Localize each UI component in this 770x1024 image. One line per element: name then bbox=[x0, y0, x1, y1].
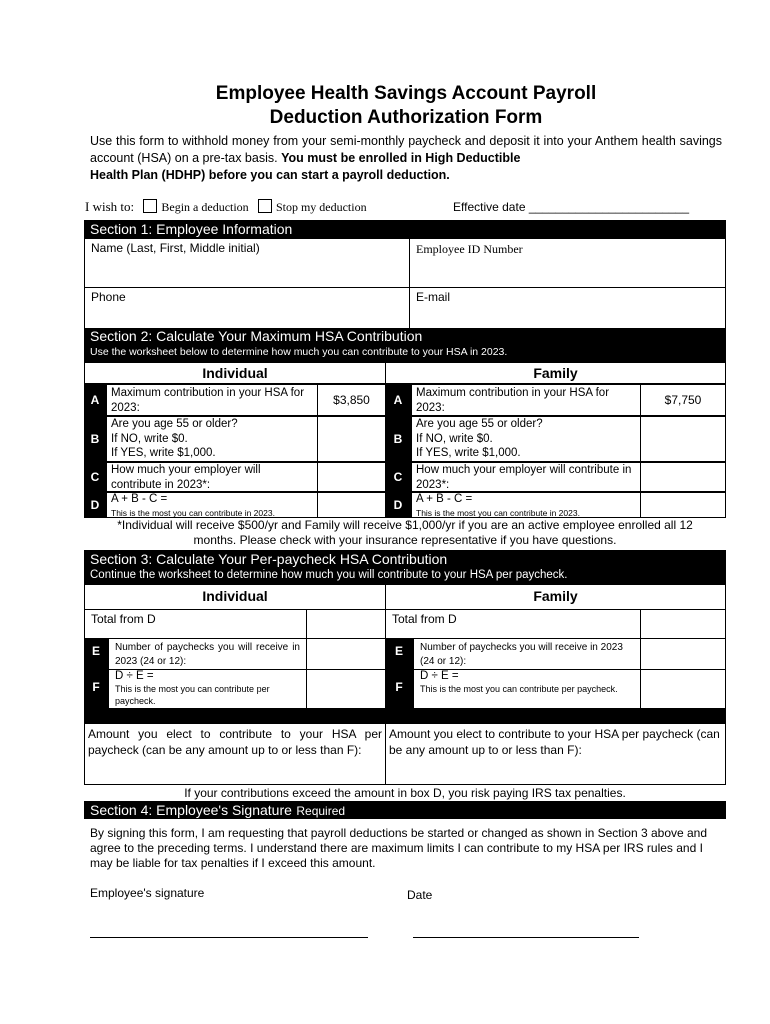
ind-d-formula: A + B - C = bbox=[111, 493, 168, 505]
stop-deduction-label: Stop my deduction bbox=[275, 200, 367, 214]
fam-d-formula: A + B - C = bbox=[416, 493, 473, 505]
intro-text: Use this form to withhold money from your semi-monthly paycheck and deposit it into your Anthem health savings account (HSA) on a pre-tax basis. You must be enrolled in High Deductible Health Plan (HDHP) before you can start a payroll deduction. bbox=[90, 134, 722, 182]
date-line[interactable] bbox=[413, 924, 639, 938]
date-label: Date bbox=[407, 888, 433, 902]
fam-d-note: This is the most you can contribute in 2023. bbox=[416, 508, 580, 518]
fam-total-d-label: Total from D bbox=[392, 612, 457, 626]
ind-letter-f: F bbox=[84, 669, 108, 709]
fam-f-cell bbox=[413, 669, 641, 709]
section2-header bbox=[84, 328, 726, 362]
s2-footnote-line2: months. Please check with your insurance representative if you have questions. bbox=[193, 533, 617, 547]
fam-b-line3: If YES, write $1,000. bbox=[416, 447, 521, 459]
email-label: E-mail bbox=[416, 290, 451, 304]
section1-header: Section 1: Employee Information bbox=[84, 220, 726, 238]
effective-date-field[interactable]: Effective date ________________________ bbox=[453, 200, 689, 214]
signature-line[interactable] bbox=[90, 924, 368, 938]
fam-letter-a: A bbox=[385, 384, 411, 416]
fam-e-input[interactable] bbox=[640, 638, 726, 670]
employee-id-label: Employee ID Number bbox=[416, 242, 523, 256]
fam-d-input[interactable] bbox=[640, 492, 726, 518]
ind-e-input[interactable] bbox=[306, 638, 386, 670]
ind-f-formula: D ÷ E = bbox=[115, 670, 154, 682]
ind-letter-d: D bbox=[84, 492, 106, 518]
form-title-line1: Employee Health Savings Account Payroll bbox=[215, 83, 597, 104]
ind-c-text: How much your employer will contribute in 2023*: bbox=[106, 462, 318, 492]
ind-f-note: This is the most you can contribute per paycheck. bbox=[115, 684, 270, 706]
wish-row bbox=[85, 199, 367, 215]
fam-letter-c: C bbox=[385, 462, 411, 492]
form-title-line2: Deduction Authorization Form bbox=[269, 107, 543, 128]
fam-c-text: How much your employer will contribute in 2023*: bbox=[411, 462, 641, 492]
fam-letter-d: D bbox=[385, 492, 411, 518]
s3-family-header: Family bbox=[385, 584, 726, 610]
ind-letter-c: C bbox=[84, 462, 106, 492]
ind-elect-field[interactable] bbox=[84, 723, 386, 785]
fam-elect-label: Amount you elect to contribute to your HSA per paycheck (can be any amount up to or less than F): bbox=[389, 727, 720, 757]
fam-e-text: Number of paychecks you will receive in 2023 (24 or 12): bbox=[413, 638, 641, 670]
ind-b-line1: Are you age 55 or older? bbox=[111, 418, 238, 430]
ind-letter-a: A bbox=[84, 384, 106, 416]
ind-a-value: $3,850 bbox=[317, 384, 386, 416]
ind-d-cell bbox=[106, 492, 318, 518]
fam-d-cell bbox=[411, 492, 641, 518]
fam-letter-e: E bbox=[385, 638, 413, 670]
fam-total-d-input[interactable] bbox=[640, 609, 726, 639]
ind-b-line2: If NO, write $0. bbox=[111, 432, 188, 445]
signature-label: Employee's signature bbox=[90, 886, 205, 900]
section2-subtitle: Use the worksheet below to determine how much you can contribute to your HSA in 2023. bbox=[90, 346, 508, 358]
ind-d-input[interactable] bbox=[317, 492, 386, 518]
tax-penalty-warning: If your contributions exceed the amount in box D, you risk paying IRS tax penalties. bbox=[184, 786, 626, 800]
fam-a-text: Maximum contribution in your HSA for 2023: bbox=[411, 384, 641, 416]
ind-a-text: Maximum contribution in your HSA for 2023: bbox=[106, 384, 318, 416]
ind-total-d-label-cell bbox=[84, 609, 307, 639]
ind-c-input[interactable] bbox=[317, 462, 386, 492]
section4-required: Required bbox=[296, 804, 346, 818]
fam-b-line2: If NO, write $0. bbox=[416, 432, 493, 445]
section4-header bbox=[84, 801, 726, 819]
s2-footnote-line1: *Individual will receive $500/yr and Family will receive $1,000/yr if you are an active employee enrolled all 12 bbox=[117, 518, 693, 532]
name-field[interactable] bbox=[84, 238, 410, 288]
fam-letter-f: F bbox=[385, 669, 413, 709]
section3-title: Section 3: Calculate Your Per-paycheck HSA Contribution bbox=[90, 551, 448, 567]
fam-b-input[interactable] bbox=[640, 416, 726, 462]
fam-elect-field[interactable] bbox=[385, 723, 726, 785]
employee-id-field[interactable] bbox=[409, 238, 726, 288]
signature-agreement-text: By signing this form, I am requesting that payroll deductions be started or changed as shown in Section 3 above and agree to the preceding terms. I understand there are maximum limits I can contribute to my HSA per IRS rules and I may be liable for tax penalties if I exceed this amount. bbox=[90, 826, 708, 870]
ind-b-text bbox=[106, 416, 318, 462]
fam-a-value: $7,750 bbox=[640, 384, 726, 416]
ind-b-line3: If YES, write $1,000. bbox=[111, 447, 216, 459]
begin-deduction-checkbox[interactable] bbox=[143, 199, 157, 213]
section4-title: Section 4: Employee's Signature bbox=[90, 802, 292, 818]
begin-deduction-label: Begin a deduction bbox=[161, 200, 249, 214]
s3-individual-header: Individual bbox=[84, 584, 386, 610]
s3-divider bbox=[84, 709, 726, 724]
ind-e-text: Number of paychecks you will receive in 2023 (24 or 12): bbox=[108, 638, 307, 670]
ind-total-d-input[interactable] bbox=[306, 609, 386, 639]
s2-individual-header: Individual bbox=[84, 362, 386, 384]
phone-field[interactable] bbox=[84, 287, 410, 329]
ind-elect-label: Amount you elect to contribute to your HSA per paycheck (can be any amount up to or less than F): bbox=[88, 727, 382, 757]
fam-total-d-label-cell bbox=[385, 609, 641, 639]
section3-subtitle: Continue the worksheet to determine how much you will contribute to your HSA per paycheck. bbox=[90, 569, 568, 581]
email-field[interactable] bbox=[409, 287, 726, 329]
name-label: Name (Last, First, Middle initial) bbox=[91, 241, 260, 255]
s2-family-header: Family bbox=[385, 362, 726, 384]
phone-label: Phone bbox=[91, 290, 126, 304]
ind-b-input[interactable] bbox=[317, 416, 386, 462]
fam-c-input[interactable] bbox=[640, 462, 726, 492]
ind-letter-e: E bbox=[84, 638, 108, 670]
ind-f-cell bbox=[108, 669, 307, 709]
ind-total-d-label: Total from D bbox=[91, 612, 156, 626]
fam-f-note: This is the most you can contribute per paycheck. bbox=[420, 684, 618, 694]
ind-letter-b: B bbox=[84, 416, 106, 462]
s2-footnote bbox=[84, 518, 726, 548]
fam-f-input[interactable] bbox=[640, 669, 726, 709]
ind-d-note: This is the most you can contribute in 2023. bbox=[111, 508, 275, 518]
stop-deduction-checkbox[interactable] bbox=[258, 199, 272, 213]
fam-f-formula: D ÷ E = bbox=[420, 670, 459, 682]
section2-title: Section 2: Calculate Your Maximum HSA Contribution bbox=[90, 328, 423, 344]
ind-f-input[interactable] bbox=[306, 669, 386, 709]
wish-label: I wish to: bbox=[85, 199, 135, 214]
section3-header bbox=[84, 550, 726, 584]
fam-b-line1: Are you age 55 or older? bbox=[416, 418, 543, 430]
fam-b-text bbox=[411, 416, 641, 462]
fam-letter-b: B bbox=[385, 416, 411, 462]
